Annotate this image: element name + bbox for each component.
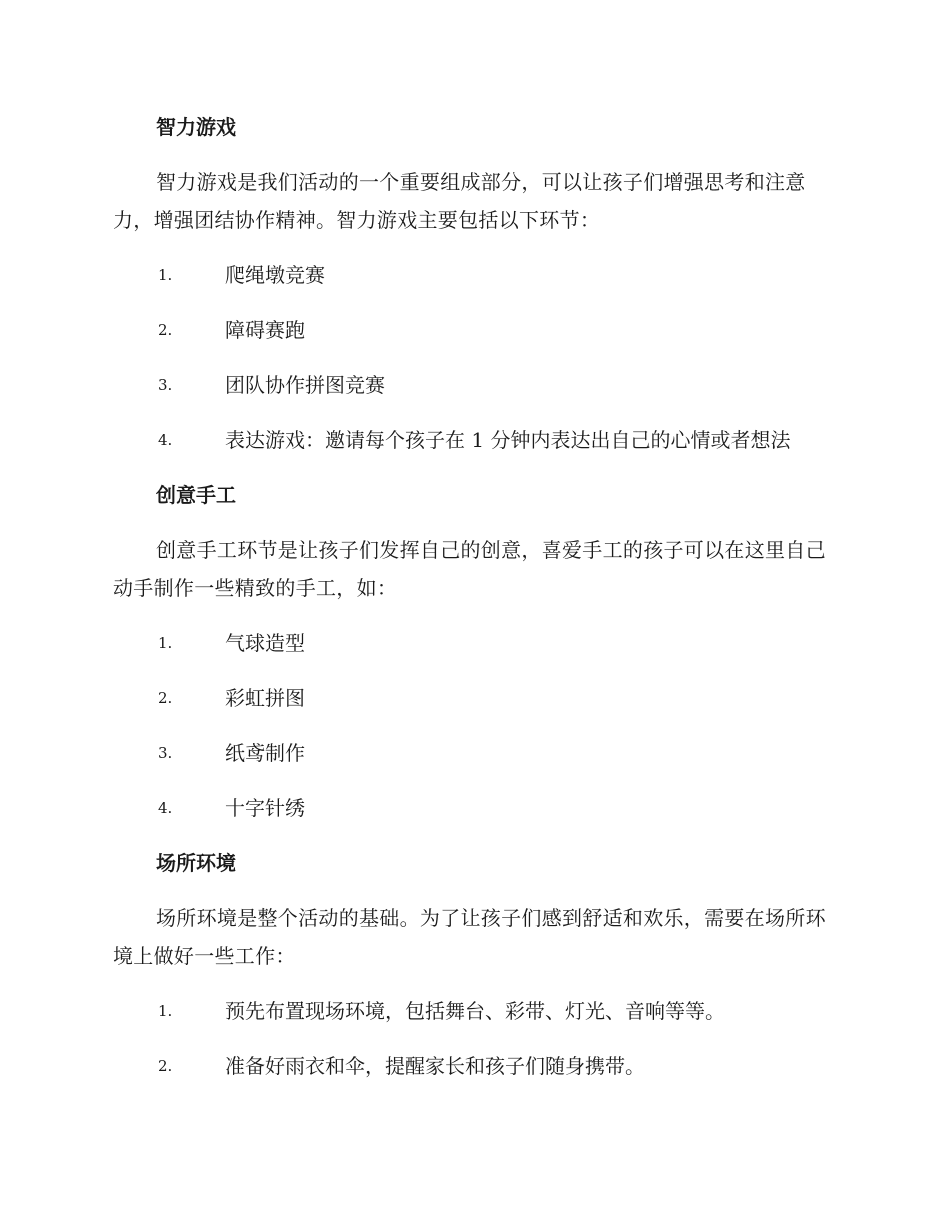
list-item — [113, 311, 833, 349]
list-text: 爬绳墩竞赛 — [225, 263, 325, 287]
list-text: 纸鸢制作 — [225, 741, 305, 765]
list-text: 障碍赛跑 — [225, 318, 305, 342]
section-paragraph: 智力游戏是我们活动的一个重要组成部分，可以让孩子们增强思考和注意力，增强团结协作精神。智力游戏主要包括以下环节： — [113, 170, 806, 232]
list-number: 3. — [158, 376, 173, 394]
list-item — [113, 789, 833, 827]
list-item — [113, 624, 833, 662]
list-text: 彩虹拼图 — [225, 686, 305, 710]
numbered-list — [113, 624, 833, 827]
section-paragraph: 创意手工环节是让孩子们发挥自己的创意，喜爱手工的孩子可以在这里自己动手制作一些精致的手工，如： — [113, 538, 826, 600]
list-item — [113, 734, 833, 772]
list-number: 2. — [158, 1057, 173, 1075]
list-text: 气球造型 — [225, 631, 305, 655]
list-item — [113, 366, 833, 404]
section-heading: 智力游戏 — [156, 115, 236, 139]
section-heading: 创意手工 — [156, 483, 236, 507]
list-text: 表达游戏：邀请每个孩子在 1 分钟内表达出自己的心情或者想法 — [225, 428, 791, 452]
list-item — [113, 421, 833, 459]
list-item — [113, 256, 833, 294]
list-text: 预先布置现场环境，包括舞台、彩带、灯光、音响等等。 — [225, 999, 725, 1023]
list-number: 2. — [158, 689, 173, 707]
section-heading: 场所环境 — [156, 851, 236, 875]
list-item — [113, 679, 833, 717]
numbered-list — [113, 256, 833, 459]
list-number: 1. — [158, 634, 173, 652]
document-body — [113, 108, 833, 1102]
list-number: 2. — [158, 321, 173, 339]
list-text: 团队协作拼图竞赛 — [225, 373, 385, 397]
section-paragraph: 场所环境是整个活动的基础。为了让孩子们感到舒适和欢乐，需要在场所环境上做好一些工作： — [113, 906, 826, 968]
list-number: 3. — [158, 744, 173, 762]
numbered-list — [113, 992, 833, 1085]
list-item — [113, 1047, 833, 1085]
list-item — [113, 992, 833, 1030]
list-number: 4. — [158, 431, 173, 449]
list-number: 1. — [158, 266, 173, 284]
list-number: 1. — [158, 1002, 173, 1020]
list-number: 4. — [158, 799, 173, 817]
list-text: 准备好雨衣和伞，提醒家长和孩子们随身携带。 — [225, 1054, 645, 1078]
list-text: 十字针绣 — [225, 796, 305, 820]
